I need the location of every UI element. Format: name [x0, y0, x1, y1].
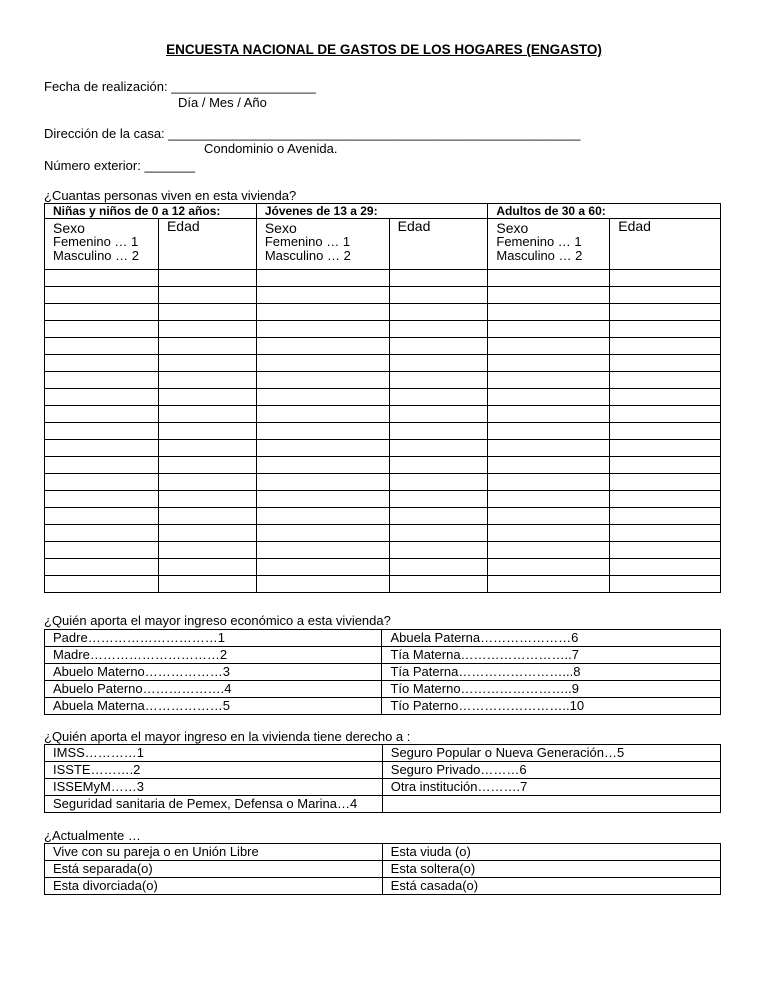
blank-cell[interactable]	[158, 457, 256, 474]
q4-question: ¿Actualmente …	[44, 828, 141, 843]
option-cell[interactable]: Abuela Materna………………5	[45, 698, 382, 715]
sexo-cell: Sexo Femenino … 1 Masculino … 2	[256, 219, 389, 270]
blank-cell[interactable]	[389, 304, 488, 321]
blank-cell[interactable]	[158, 508, 256, 525]
option-row	[45, 861, 721, 878]
group-children: Niñas y niños de 0 a 12 años:	[45, 204, 257, 219]
blank-cell[interactable]	[488, 423, 610, 440]
numero-label: Número exterior:	[44, 158, 141, 173]
blank-cell[interactable]	[45, 338, 159, 355]
option-cell[interactable]: Tía Paterna……………………...8	[382, 664, 721, 681]
option-cell[interactable]: Padre…………………………1	[45, 630, 382, 647]
q2-table	[44, 629, 721, 715]
blank-cell[interactable]	[389, 321, 488, 338]
option-row	[45, 698, 721, 715]
blank-cell[interactable]	[488, 355, 610, 372]
table-row	[45, 304, 721, 321]
blank-cell[interactable]	[158, 287, 256, 304]
blank-cell[interactable]	[158, 372, 256, 389]
blank-cell[interactable]	[488, 440, 610, 457]
blank-cell[interactable]	[389, 270, 488, 287]
blank-cell[interactable]	[256, 389, 389, 406]
option-row	[45, 878, 721, 895]
blank-cell[interactable]	[256, 372, 389, 389]
blank-cell[interactable]	[256, 542, 389, 559]
blank-cell[interactable]	[389, 474, 488, 491]
blank-cell[interactable]	[488, 576, 610, 593]
option-row	[45, 630, 721, 647]
blank-cell[interactable]	[158, 542, 256, 559]
blank-cell[interactable]	[610, 525, 721, 542]
table-row	[45, 525, 721, 542]
sexo-cell: Sexo Femenino … 1 Masculino … 2	[488, 219, 610, 270]
blank-cell[interactable]	[158, 304, 256, 321]
option-cell[interactable]: Está separada(o)	[45, 861, 383, 878]
blank-cell[interactable]	[256, 525, 389, 542]
blank-cell[interactable]	[488, 372, 610, 389]
blank-cell[interactable]	[389, 440, 488, 457]
blank-cell[interactable]	[256, 559, 389, 576]
direccion-line: _________________________________________________________	[168, 126, 581, 141]
blank-cell[interactable]	[389, 542, 488, 559]
blank-cell[interactable]	[488, 287, 610, 304]
sexo-cell: Sexo Femenino … 1 Masculino … 2	[45, 219, 159, 270]
blank-cell[interactable]	[610, 474, 721, 491]
blank-cell[interactable]	[45, 576, 159, 593]
blank-cell[interactable]	[158, 355, 256, 372]
option-row	[45, 844, 721, 861]
option-cell[interactable]: ISSEMyM……3	[45, 779, 383, 796]
blank-cell[interactable]	[45, 406, 159, 423]
edad-cell: Edad	[610, 219, 721, 270]
table-row	[45, 542, 721, 559]
blank-cell[interactable]	[256, 270, 389, 287]
blank-cell[interactable]	[45, 270, 159, 287]
blank-cell[interactable]	[256, 304, 389, 321]
q3-table	[44, 744, 721, 813]
option-row	[45, 664, 721, 681]
table-row	[45, 508, 721, 525]
q4-table	[44, 843, 721, 895]
blank-cell[interactable]	[389, 508, 488, 525]
blank-cell[interactable]	[488, 491, 610, 508]
table-row	[45, 389, 721, 406]
blank-cell[interactable]	[610, 389, 721, 406]
edad-cell: Edad	[389, 219, 488, 270]
blank-cell[interactable]	[256, 474, 389, 491]
blank-cell[interactable]	[610, 304, 721, 321]
direccion-label: Dirección de la casa:	[44, 126, 165, 141]
blank-cell[interactable]	[158, 491, 256, 508]
blank-cell[interactable]	[45, 304, 159, 321]
option-cell[interactable]: Tío Materno……………………..9	[382, 681, 721, 698]
q2-question: ¿Quién aporta el mayor ingreso económico a esta vivienda?	[44, 613, 391, 628]
blank-cell[interactable]	[45, 559, 159, 576]
option-cell[interactable]: Esta divorciada(o)	[45, 878, 383, 895]
blank-cell[interactable]	[488, 389, 610, 406]
option-cell[interactable]: Madre…………………………2	[45, 647, 382, 664]
blank-cell[interactable]	[158, 338, 256, 355]
blank-cell[interactable]	[45, 491, 159, 508]
blank-cell[interactable]	[610, 542, 721, 559]
blank-cell[interactable]	[610, 491, 721, 508]
table-row	[45, 287, 721, 304]
blank-cell[interactable]	[488, 304, 610, 321]
table-row	[45, 423, 721, 440]
table-row	[45, 270, 721, 287]
fecha-label: Fecha de realización:	[44, 79, 168, 94]
option-cell[interactable]: Esta soltera(o)	[382, 861, 720, 878]
option-cell[interactable]: Seguro Popular o Nueva Generación…5	[382, 745, 720, 762]
blank-cell[interactable]	[256, 355, 389, 372]
blank-cell[interactable]	[389, 338, 488, 355]
option-cell[interactable]: Otra institución……….7	[382, 779, 720, 796]
group-adults: Adultos de 30 a 60:	[488, 204, 721, 219]
blank-cell[interactable]	[389, 372, 488, 389]
fecha-line: ____________________	[171, 79, 316, 94]
numero-field	[44, 158, 195, 173]
blank-cell[interactable]	[389, 457, 488, 474]
option-cell[interactable]: Tía Materna……………………..7	[382, 647, 721, 664]
table-row	[45, 576, 721, 593]
option-cell[interactable]: IMSS…………1	[45, 745, 383, 762]
blank-cell[interactable]	[45, 355, 159, 372]
blank-cell[interactable]	[389, 576, 488, 593]
blank-cell[interactable]	[158, 576, 256, 593]
q3-question: ¿Quién aporta el mayor ingreso en la vivienda tiene derecho a :	[44, 729, 411, 744]
blank-cell[interactable]	[45, 508, 159, 525]
blank-cell[interactable]	[158, 440, 256, 457]
blank-cell[interactable]	[256, 576, 389, 593]
direccion-field	[44, 126, 580, 141]
blank-cell[interactable]	[256, 457, 389, 474]
blank-cell[interactable]	[488, 338, 610, 355]
blank-cell[interactable]	[610, 559, 721, 576]
blank-cell[interactable]	[488, 559, 610, 576]
blank-cell[interactable]	[45, 423, 159, 440]
option-cell[interactable]: Esta viuda (o)	[382, 844, 720, 861]
blank-cell[interactable]	[610, 372, 721, 389]
group-youth: Jóvenes de 13 a 29:	[256, 204, 488, 219]
option-cell[interactable]: Vive con su pareja o en Unión Libre	[45, 844, 383, 861]
option-cell[interactable]: Tío Paterno……………………..10	[382, 698, 721, 715]
blank-cell[interactable]	[158, 321, 256, 338]
blank-cell[interactable]	[610, 406, 721, 423]
blank-cell[interactable]	[488, 406, 610, 423]
fecha-field	[44, 79, 316, 94]
blank-cell[interactable]	[256, 491, 389, 508]
table-row	[45, 372, 721, 389]
fecha-hint: Día / Mes / Año	[178, 95, 267, 110]
blank-cell[interactable]	[389, 559, 488, 576]
option-cell[interactable]	[382, 796, 720, 813]
blank-cell[interactable]	[158, 559, 256, 576]
blank-cell[interactable]	[389, 287, 488, 304]
blank-cell[interactable]	[488, 270, 610, 287]
blank-cell[interactable]	[158, 270, 256, 287]
blank-cell[interactable]	[45, 457, 159, 474]
table-row	[45, 338, 721, 355]
blank-cell[interactable]	[256, 287, 389, 304]
blank-cell[interactable]	[45, 440, 159, 457]
blank-cell[interactable]	[389, 389, 488, 406]
option-row	[45, 647, 721, 664]
option-row	[45, 779, 721, 796]
blank-cell[interactable]	[488, 508, 610, 525]
blank-cell[interactable]	[158, 525, 256, 542]
blank-cell[interactable]	[488, 474, 610, 491]
edad-cell: Edad	[158, 219, 256, 270]
blank-cell[interactable]	[45, 542, 159, 559]
blank-cell[interactable]	[256, 321, 389, 338]
blank-cell[interactable]	[45, 321, 159, 338]
blank-cell[interactable]	[488, 525, 610, 542]
blank-cell[interactable]	[610, 508, 721, 525]
blank-cell[interactable]	[389, 423, 488, 440]
blank-cell[interactable]	[256, 338, 389, 355]
table-row	[45, 491, 721, 508]
option-row	[45, 745, 721, 762]
blank-cell[interactable]	[158, 474, 256, 491]
table-row	[45, 440, 721, 457]
option-cell[interactable]: Seguridad sanitaria de Pemex, Defensa o Marina…4	[45, 796, 383, 813]
table-row	[45, 355, 721, 372]
table-row	[45, 474, 721, 491]
option-cell[interactable]: Está casada(o)	[382, 878, 720, 895]
direccion-hint: Condominio o Avenida.	[204, 141, 338, 156]
blank-cell[interactable]	[158, 423, 256, 440]
option-cell[interactable]: Abuelo Paterno……………….4	[45, 681, 382, 698]
blank-cell[interactable]	[610, 338, 721, 355]
q1-question: ¿Cuantas personas viven en esta vivienda?	[44, 188, 297, 203]
option-row	[45, 796, 721, 813]
option-row	[45, 762, 721, 779]
blank-cell[interactable]	[45, 287, 159, 304]
household-table	[44, 203, 721, 593]
blank-cell[interactable]	[610, 423, 721, 440]
blank-cell[interactable]	[45, 474, 159, 491]
blank-cell[interactable]	[45, 389, 159, 406]
option-cell[interactable]: Abuelo Materno………………3	[45, 664, 382, 681]
blank-cell[interactable]	[488, 457, 610, 474]
blank-cell[interactable]	[610, 287, 721, 304]
blank-cell[interactable]	[610, 440, 721, 457]
blank-cell[interactable]	[610, 457, 721, 474]
table-row	[45, 559, 721, 576]
table-row	[45, 457, 721, 474]
blank-cell[interactable]	[389, 491, 488, 508]
blank-cell[interactable]	[488, 321, 610, 338]
blank-cell[interactable]	[610, 576, 721, 593]
blank-cell[interactable]	[256, 423, 389, 440]
blank-cell[interactable]	[256, 508, 389, 525]
table-row	[45, 406, 721, 423]
numero-line: _______	[144, 158, 196, 173]
blank-cell[interactable]	[158, 389, 256, 406]
blank-cell[interactable]	[610, 321, 721, 338]
blank-cell[interactable]	[158, 406, 256, 423]
blank-cell[interactable]	[610, 355, 721, 372]
blank-cell[interactable]	[389, 355, 488, 372]
option-cell[interactable]: Abuela Paterna…………………6	[382, 630, 721, 647]
blank-cell[interactable]	[488, 542, 610, 559]
option-row	[45, 681, 721, 698]
blank-cell[interactable]	[256, 440, 389, 457]
option-cell[interactable]: ISSTE……….2	[45, 762, 383, 779]
blank-cell[interactable]	[45, 525, 159, 542]
option-cell[interactable]: Seguro Privado………6	[382, 762, 720, 779]
survey-title: ENCUESTA NACIONAL DE GASTOS DE LOS HOGARES (ENGASTO)	[166, 42, 602, 57]
table-row	[45, 321, 721, 338]
blank-cell[interactable]	[256, 406, 389, 423]
blank-cell[interactable]	[610, 270, 721, 287]
blank-cell[interactable]	[45, 372, 159, 389]
blank-cell[interactable]	[389, 406, 488, 423]
blank-cell[interactable]	[389, 525, 488, 542]
